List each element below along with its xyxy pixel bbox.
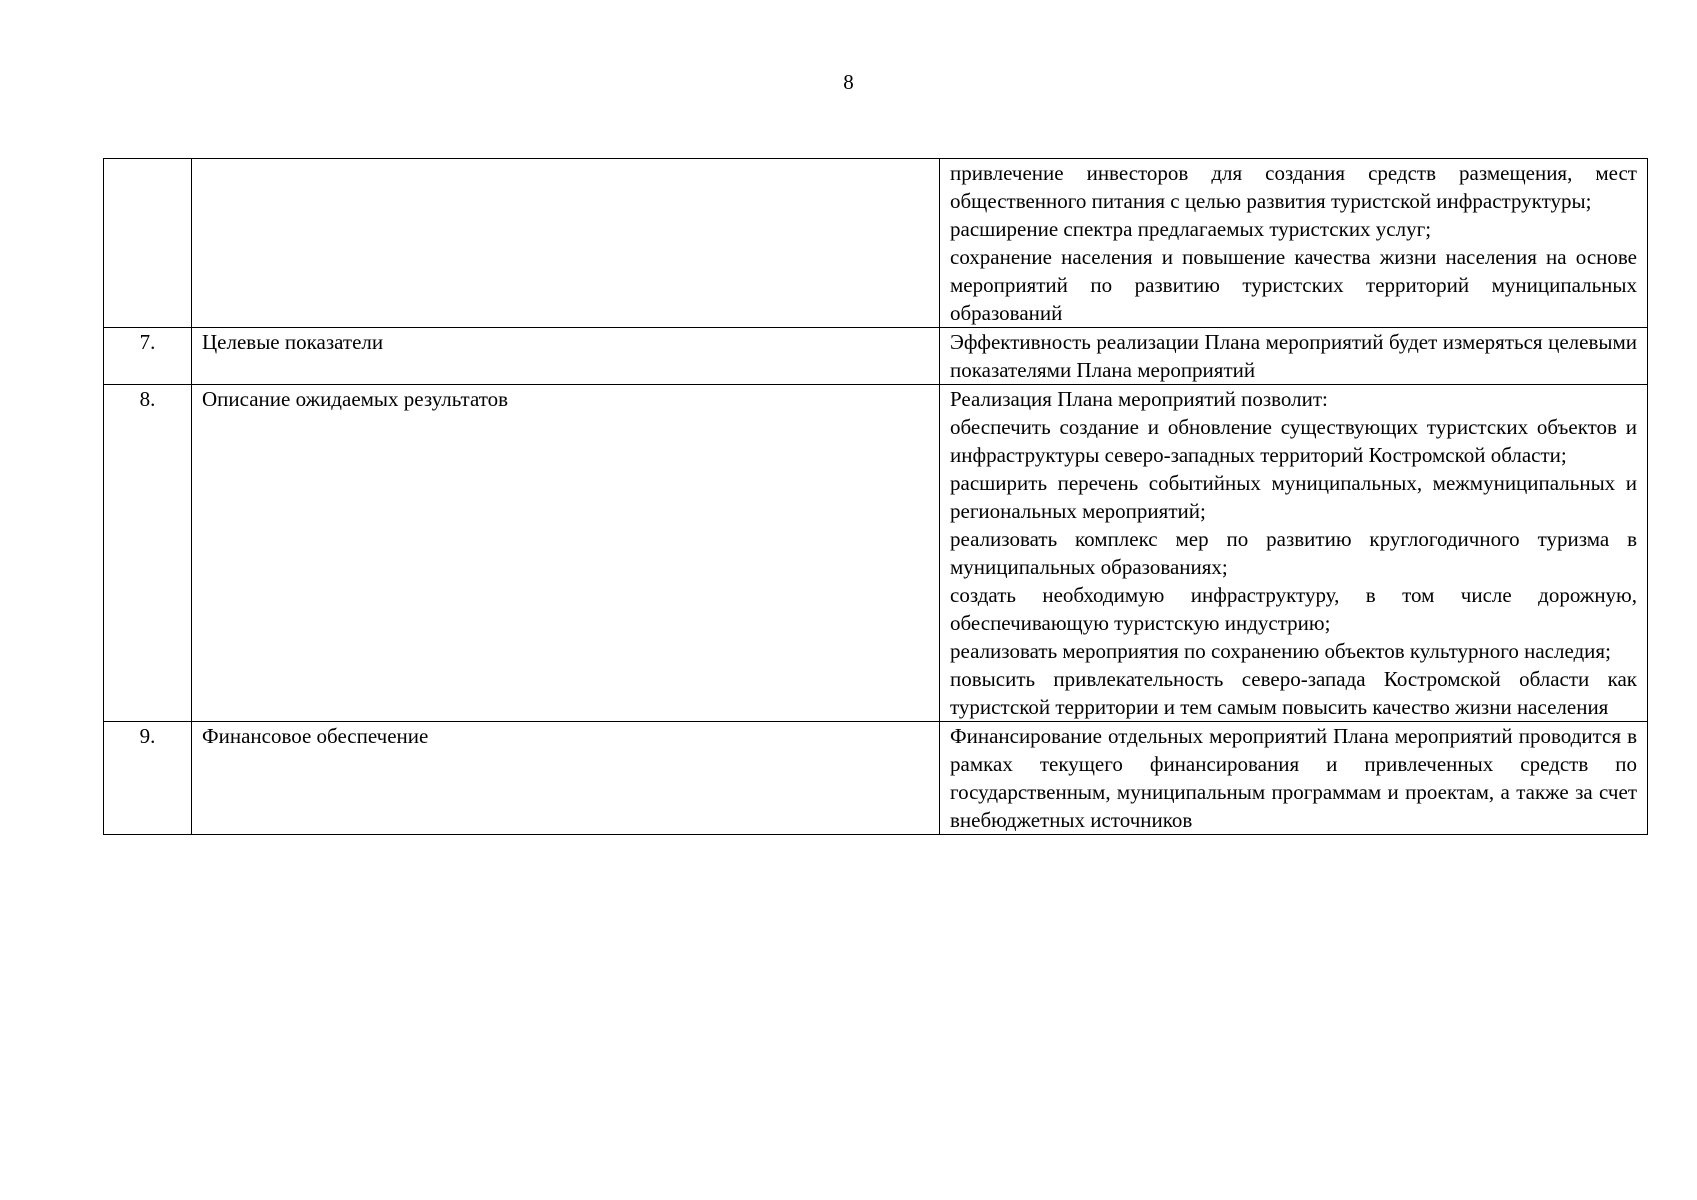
description-paragraph: реализовать мероприятия по сохранению объектов культурного наследия; [950,639,1611,663]
description-paragraph: привлечение инвесторов для создания средств размещения, мест общественного питания с целью развития туристской инфраструктуры; [950,161,1637,213]
description-paragraph: Финансирование отдельных мероприятий Плана мероприятий проводится в рамках текущего финансирования и привлеченных средств по государственным, муниципальным программам и проектам, а также за счет внебюджетных источников [950,724,1637,832]
description-paragraph: обеспечить создание и обновление существующих туристских объектов и инфраструктуры северо-западных территорий Костромской области; [950,415,1637,467]
row-description-cell [940,722,1648,835]
row-name-cell: Описание ожидаемых результатов [192,385,940,722]
description-paragraph: реализовать комплекс мер по развитию круглогодичного туризма в муниципальных образованиях; [950,527,1637,579]
description-paragraph: повысить привлекательность северо-запада Костромской области как туристской территории и тем самым повысить качество жизни населения [950,667,1637,719]
row-number-cell: 9. [104,722,192,835]
row-name-cell [192,159,940,328]
row-description-cell [940,385,1648,722]
description-paragraph: Реализация Плана мероприятий позволит: [950,387,1328,411]
description-paragraph: расширение спектра предлагаемых туристских услуг; [950,217,1432,241]
table-row-financing [104,722,1648,835]
row-name-cell: Целевые показатели [192,328,940,385]
description-paragraph: Эффективность реализации Плана мероприятий будет измеряться целевыми показателями Плана мероприятий [950,330,1637,382]
row-number-cell: 7. [104,328,192,385]
program-passport-table [103,158,1648,835]
table-row-target-indicators [104,328,1648,385]
page-number: 8 [843,70,854,94]
row-name-cell: Финансовое обеспечение [192,722,940,835]
table-row-expected-results [104,385,1648,722]
description-paragraph: расширить перечень событийных муниципальных, межмуниципальных и региональных мероприятий; [950,471,1637,523]
description-paragraph: сохранение населения и повышение качества жизни населения на основе мероприятий по развитию туристских территорий муниципальных образований [950,245,1637,325]
row-description-cell [940,159,1648,328]
row-number-cell: 8. [104,385,192,722]
row-description-cell [940,328,1648,385]
table-row-continuation [104,159,1648,328]
row-number-cell [104,159,192,328]
description-paragraph: создать необходимую инфраструктуру, в том числе дорожную, обеспечивающую туристскую индустрию; [950,583,1637,635]
